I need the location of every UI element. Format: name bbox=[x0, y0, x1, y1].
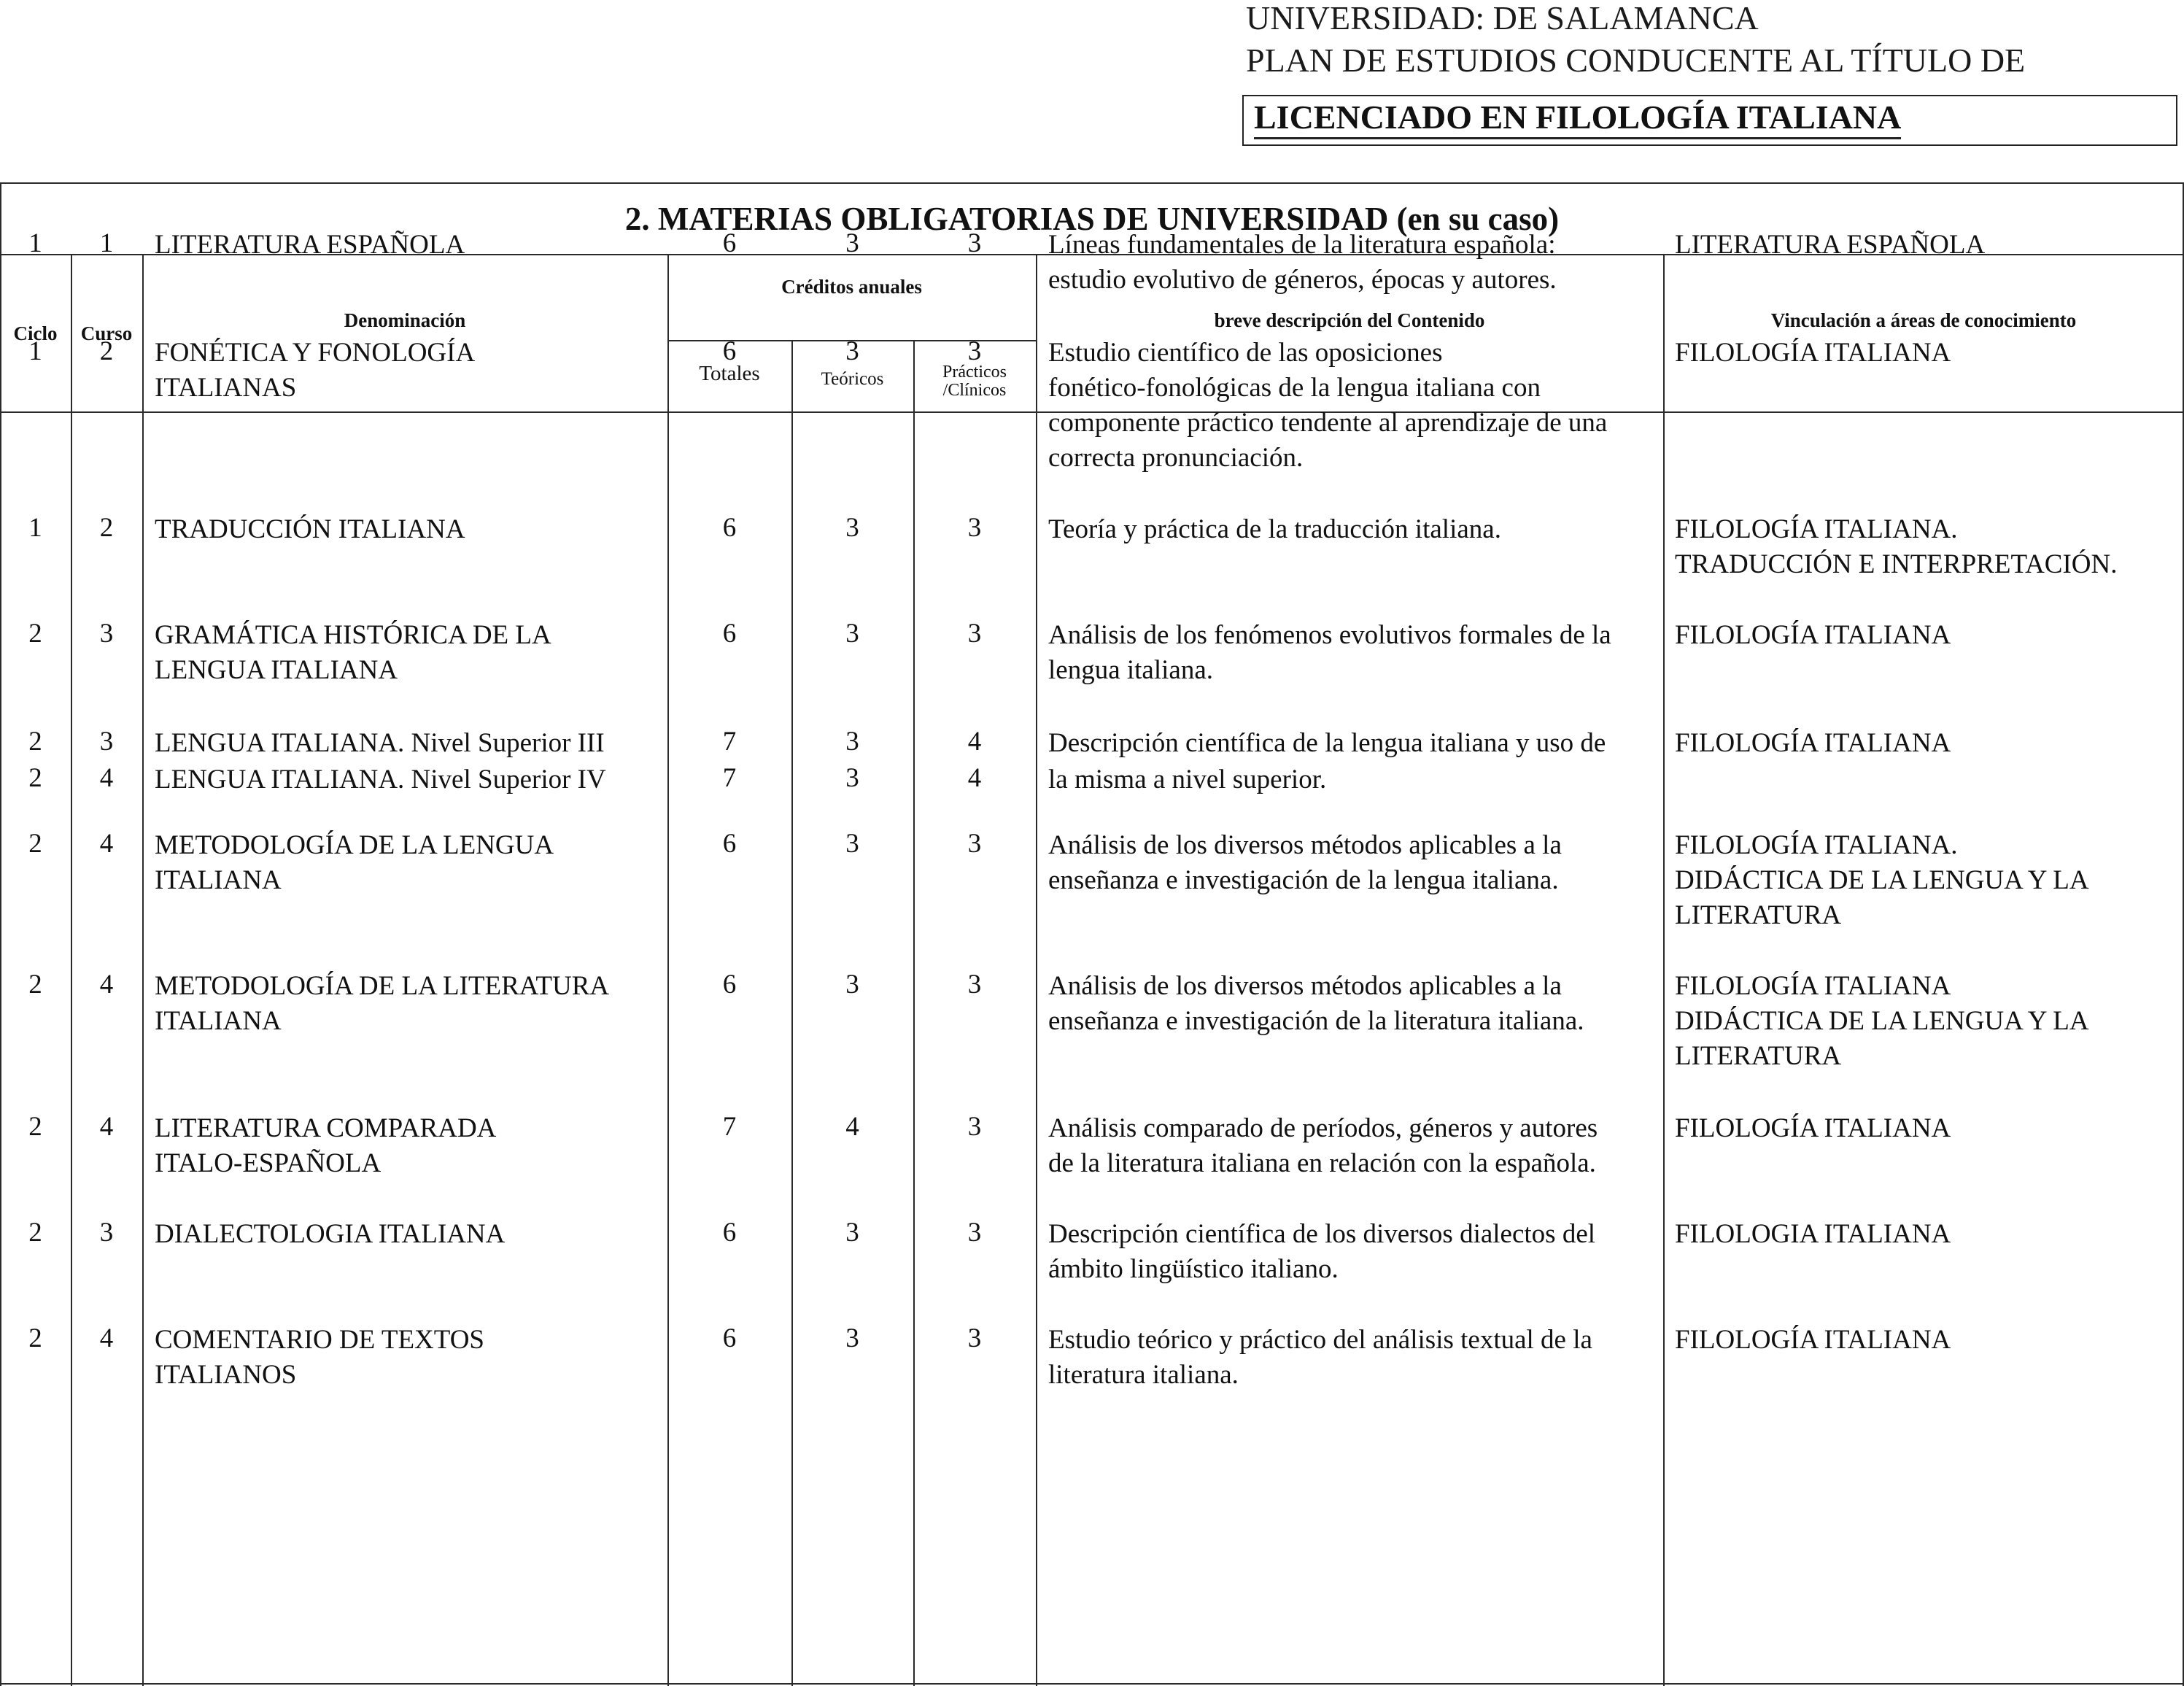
cell-teoricos: 3 bbox=[845, 228, 859, 258]
subjects-table bbox=[0, 182, 2184, 1686]
cell-totales: 7 bbox=[722, 763, 737, 793]
cell-totales: 6 bbox=[722, 336, 737, 366]
cell-practicos: 3 bbox=[967, 829, 982, 859]
cell-ciclo: 2 bbox=[28, 763, 42, 793]
cell-denominacion: METODOLOGÍA DE LA LITERATURA ITALIANA bbox=[155, 971, 610, 1036]
header-vinculacion: Vinculación a áreas de conocimiento bbox=[1770, 309, 2077, 331]
cell-teoricos: 4 bbox=[845, 1112, 859, 1142]
cell-vinculacion: FILOLOGÍA ITALIANA DIDÁCTICA DE LA LENGUA Y LA LITERATURA bbox=[1675, 971, 2089, 1071]
cell-denominacion: TRADUCCIÓN ITALIANA bbox=[155, 514, 465, 544]
table-border-bottom bbox=[0, 1683, 2184, 1685]
cell-descripcion: Líneas fundamentales de la literatura española: estudio evolutivo de géneros, épocas y autores. bbox=[1048, 230, 1557, 295]
cell-descripcion: Teoría y práctica de la traducción italiana. bbox=[1048, 514, 1501, 544]
cell-totales: 6 bbox=[722, 228, 737, 258]
cell-teoricos: 3 bbox=[845, 970, 859, 999]
cell-practicos: 3 bbox=[967, 619, 982, 649]
cell-descripcion: Estudio científico de las oposiciones fonético-fonológicas de la lengua italiana con componente práctico tendente al aprendizaje de una correcta pronunciación. bbox=[1048, 338, 1608, 473]
header-curso: Curso bbox=[80, 322, 133, 344]
cell-teoricos: 3 bbox=[845, 829, 859, 859]
cell-practicos: 3 bbox=[967, 970, 982, 999]
cell-teoricos: 3 bbox=[845, 336, 859, 366]
cell-practicos: 3 bbox=[967, 1218, 982, 1248]
cell-totales: 7 bbox=[722, 1112, 737, 1142]
table-border-left bbox=[0, 182, 1, 1686]
cell-curso: 4 bbox=[99, 829, 114, 859]
cell-curso: 4 bbox=[99, 970, 114, 999]
cell-vinculacion: FILOLOGÍA ITALIANA bbox=[1675, 1113, 1951, 1143]
cell-denominacion: DIALECTOLOGIA ITALIANA bbox=[155, 1219, 506, 1249]
cell-curso: 1 bbox=[99, 228, 114, 258]
header-denominacion: Denominación bbox=[344, 309, 466, 331]
cell-denominacion: LITERATURA ESPAÑOLA bbox=[155, 230, 465, 260]
cell-vinculacion: LITERATURA ESPAÑOLA bbox=[1675, 230, 1986, 260]
cell-totales: 7 bbox=[722, 727, 737, 757]
cell-ciclo: 2 bbox=[28, 1323, 42, 1353]
cell-vinculacion: FILOLOGIA ITALIANA bbox=[1675, 1219, 1951, 1249]
cell-curso: 4 bbox=[99, 1112, 114, 1142]
cell-descripcion: la misma a nivel superior. bbox=[1048, 765, 1327, 794]
cell-denominacion: LENGUA ITALIANA. Nivel Superior IV bbox=[155, 765, 606, 794]
cell-ciclo: 2 bbox=[28, 619, 42, 649]
cell-denominacion: GRAMÁTICA HISTÓRICA DE LA LENGUA ITALIANA bbox=[155, 620, 551, 685]
cell-curso: 4 bbox=[99, 763, 114, 793]
cell-teoricos: 3 bbox=[845, 619, 859, 649]
cell-ciclo: 2 bbox=[28, 829, 42, 859]
cell-ciclo: 2 bbox=[28, 727, 42, 757]
cell-denominacion: LENGUA ITALIANA. Nivel Superior III bbox=[155, 728, 605, 758]
cell-vinculacion: FILOLOGÍA ITALIANA. DIDÁCTICA DE LA LENGUA Y LA LITERATURA bbox=[1675, 830, 2089, 930]
header-ciclo: Ciclo bbox=[13, 322, 58, 344]
cell-curso: 2 bbox=[99, 336, 114, 366]
table-border-top bbox=[0, 182, 2184, 184]
cell-curso: 2 bbox=[99, 513, 114, 543]
cell-teoricos: 3 bbox=[845, 513, 859, 543]
cell-descripcion: Estudio teórico y práctico del análisis textual de la literatura italiana. bbox=[1048, 1325, 1592, 1390]
col-line-practicos bbox=[1036, 254, 1037, 1686]
cell-descripcion: Descripción científica de la lengua italiana y uso de bbox=[1048, 728, 1606, 758]
col-line-descripcion bbox=[1663, 254, 1665, 1686]
cell-totales: 6 bbox=[722, 513, 737, 543]
cell-denominacion: COMENTARIO DE TEXTOS ITALIANOS bbox=[155, 1325, 485, 1390]
cell-practicos: 4 bbox=[967, 763, 982, 793]
cell-totales: 6 bbox=[722, 619, 737, 649]
cell-descripcion: Análisis de los diversos métodos aplicables a la enseñanza e investigación de la lengua italiana. bbox=[1048, 830, 1562, 895]
header-totales: Totales bbox=[699, 362, 760, 385]
table-title: 2. MATERIAS OBLIGATORIAS DE UNIVERSIDAD (en su caso) bbox=[624, 201, 1560, 237]
cell-practicos: 4 bbox=[967, 727, 982, 757]
cell-teoricos: 3 bbox=[845, 1218, 859, 1248]
header-teoricos: Teóricos bbox=[821, 369, 884, 389]
cell-curso: 3 bbox=[99, 1218, 114, 1248]
cell-ciclo: 2 bbox=[28, 970, 42, 999]
cell-totales: 6 bbox=[722, 1323, 737, 1353]
cell-ciclo: 2 bbox=[28, 1112, 42, 1142]
cell-vinculacion: FILOLOGÍA ITALIANA. TRADUCCIÓN E INTERPRETACIÓN. bbox=[1675, 514, 2118, 579]
cell-curso: 3 bbox=[99, 727, 114, 757]
cell-denominacion: METODOLOGÍA DE LA LENGUA ITALIANA bbox=[155, 830, 554, 895]
cell-ciclo: 2 bbox=[28, 1218, 42, 1248]
cell-vinculacion: FILOLOGÍA ITALIANA bbox=[1675, 1325, 1951, 1355]
cell-vinculacion: FILOLOGÍA ITALIANA bbox=[1675, 338, 1951, 368]
cell-ciclo: 1 bbox=[28, 336, 42, 366]
header-practicos: Prácticos /Clínicos bbox=[942, 363, 1007, 401]
header-creditos: Créditos anuales bbox=[781, 276, 922, 298]
cell-practicos: 3 bbox=[967, 336, 982, 366]
degree-box bbox=[1242, 95, 2177, 146]
cell-totales: 6 bbox=[722, 970, 737, 999]
cell-ciclo: 1 bbox=[28, 228, 42, 258]
cell-teoricos: 3 bbox=[845, 1323, 859, 1353]
cell-descripcion: Análisis comparado de períodos, géneros y autores de la literatura italiana en relación con la española. bbox=[1048, 1113, 1598, 1178]
cell-totales: 6 bbox=[722, 1218, 737, 1248]
cell-vinculacion: FILOLOGÍA ITALIANA bbox=[1675, 728, 1951, 758]
cell-totales: 6 bbox=[722, 829, 737, 859]
cell-practicos: 3 bbox=[967, 228, 982, 258]
cell-curso: 3 bbox=[99, 619, 114, 649]
cell-curso: 4 bbox=[99, 1323, 114, 1353]
cell-descripcion: Descripción científica de los diversos dialectos del ámbito lingüístico italiano. bbox=[1048, 1219, 1596, 1284]
col-line-curso bbox=[142, 254, 144, 1686]
university-line: UNIVERSIDAD: DE SALAMANCA bbox=[1246, 0, 1759, 36]
cell-denominacion: LITERATURA COMPARADA ITALO-ESPAÑOLA bbox=[155, 1113, 497, 1178]
cell-teoricos: 3 bbox=[845, 763, 859, 793]
cell-ciclo: 1 bbox=[28, 513, 42, 543]
cell-practicos: 3 bbox=[967, 1112, 982, 1142]
cell-teoricos: 3 bbox=[845, 727, 859, 757]
cell-descripcion: Análisis de los diversos métodos aplicables a la enseñanza e investigación de la literatura italiana. bbox=[1048, 971, 1584, 1036]
degree-title: LICENCIADO EN FILOLOGÍA ITALIANA bbox=[1254, 98, 1901, 139]
cell-vinculacion: FILOLOGÍA ITALIANA bbox=[1675, 620, 1951, 650]
header-descripcion: breve descripción del Contenido bbox=[1214, 309, 1485, 331]
cell-descripcion: Análisis de los fenómenos evolutivos formales de la lengua italiana. bbox=[1048, 620, 1611, 685]
plan-line: PLAN DE ESTUDIOS CONDUCENTE AL TÍTULO DE bbox=[1246, 42, 2026, 79]
cell-practicos: 3 bbox=[967, 1323, 982, 1353]
cell-denominacion: FONÉTICA Y FONOLOGÍA ITALIANAS bbox=[155, 338, 476, 403]
cell-practicos: 3 bbox=[967, 513, 982, 543]
